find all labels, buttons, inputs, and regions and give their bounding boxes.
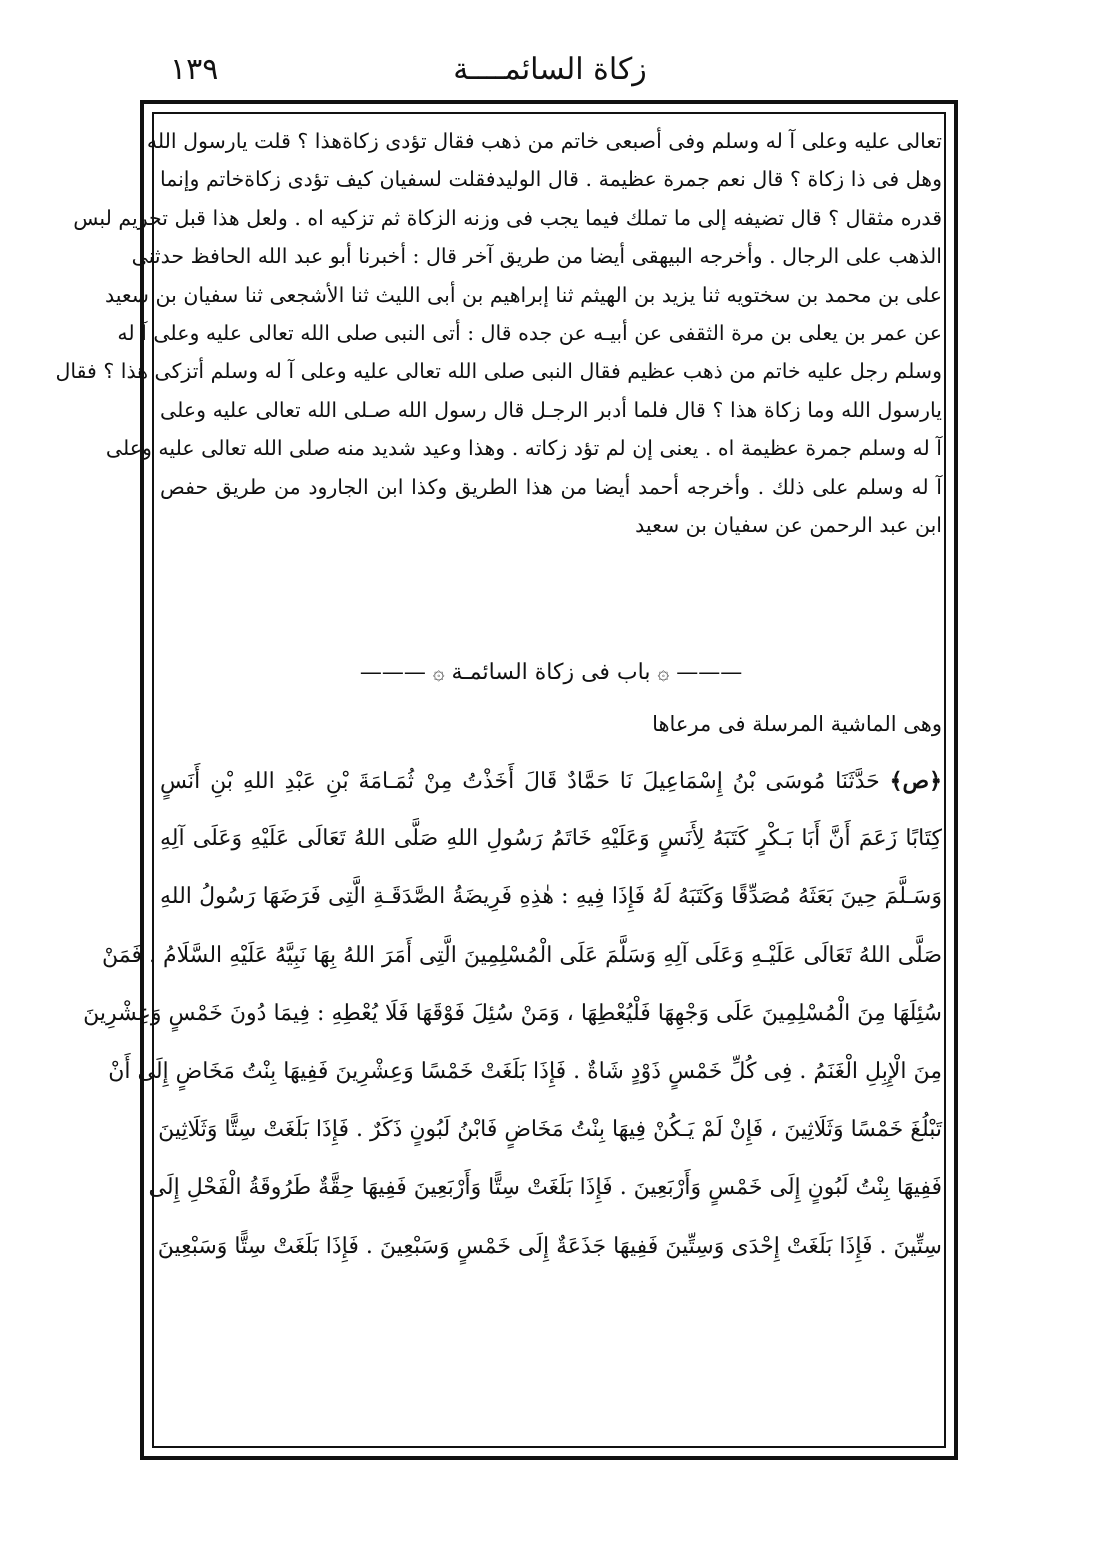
heading-dash: ———: [359, 660, 426, 685]
commentary-line: عن عمر بن يعلى بن مرة الثقفى عن أبيـه عن جده قال : أتى النبى صلى الله تعالى عليه وعلى آ له: [117, 320, 942, 345]
commentary-line: قدره مثقال ؟ قال تضيفه إلى ما تملك فيما يجب فى وزنه الزكاة ثم تزكيه اه . ولعل هذا قبل تحريم لبس: [73, 205, 942, 230]
hadith-line: فَفِيهَا بِنْتُ لَبُونٍ إِلَى خَمْسٍ وَأَرْبَعِينَ . فَإِذَا بَلَغَتْ سِتًّا وَأَرْبَعِينَ فَفِيهَا حِقَّةٌ طَرُوقَةُ الْفَحْلِ إِلَى: [148, 1175, 942, 1201]
commentary-line: آ له وسلم جمرة عظيمة اه . يعنى إن لم تؤد زكاته . وهذا وعيد شديد منه صلى الله تعالى عليه وعلى: [105, 436, 942, 461]
commentary-line: ابن عبد الرحمن عن سفيان بن سعيد: [635, 512, 942, 537]
hadith-line: صَلَّى اللهُ تَعَالَى عَلَيْـهِ وَعَلَى آلِهِ وَسَلَّمَ عَلَى الْمُسْلِمِينَ الَّتِى أَمَرَ اللهُ بِهَا نَبِيَّهُ عَلَيْهِ السَّلَامُ . فَمَنْ: [102, 942, 942, 968]
hadith-line: مِنَ الْإِبِلِ الْغَنَمُ . فِى كُلِّ خَمْسٍ ذَوْدٍ شَاةٌ . فَإِذَا بَلَغَتْ خَمْسًا وَعِشْرِينَ فَفِيهَا بِنْتُ مَخَاضٍ إِلَى أَنْ: [108, 1058, 942, 1084]
chapter-title: باب فى زكاة السائمـة: [451, 660, 651, 685]
hadith-line: سِتِّينَ . فَإِذَا بَلَغَتْ إِحْدَى وَسِتِّينَ فَفِيهَا جَذَعَةٌ إِلَى خَمْسٍ وَسَبْعِينَ . فَإِذَا بَلَغَتْ سِتًّا وَسَبْعِينَ: [157, 1233, 942, 1259]
heading-dash: ———: [676, 660, 743, 685]
commentary-line: تعالى عليه وعلى آ له وسلم وفى أصبعى خاتم من ذهب فقال تؤدى زكاةهذا ؟ قلت يارسول الله: [146, 129, 942, 153]
commentary-line: آ له وسلم على ذلك . وأخرجه أحمد أيضا من هذا الطريق وكذا ابن الجارود من طريق حفص: [160, 474, 942, 499]
hadith-line: كِتَابًا زَعَمَ أَنَّ أَبَا بَـكْرٍ كَتَبَهُ لِأَنَسٍ وَعَلَيْهِ خَاتَمُ رَسُولِ اللهِ صَلَّى اللهُ تَعَالَى عَلَيْهِ وَعَلَى آلِهِ: [160, 826, 942, 852]
hadith-line-text: حَدَّثَنَا مُوسَى بْنُ إِسْمَاعِيلَ نَا حَمَّادٌ قَالَ أَخَذْتُ مِنْ ثُمَـامَةَ بْنِ عَبْدِ اللهِ بْنِ أَنَسٍ: [160, 769, 880, 794]
hadith-line: [160, 752, 942, 810]
hadith-line: تَبْلُغَ خَمْسًا وَثَلَاثِينَ ، فَإِنْ لَمْ يَـكُنْ فِيهَا بِنْتُ مَخَاضٍ فَابْنُ لَبُونٍ ذَكَرٌ . فَإِذَا بَلَغَتْ سِتًّا وَثَلَاثِينَ: [158, 1117, 942, 1143]
commentary-line: الذهب على الرجال . وأخرجه البيهقى أيضا من طريق آخر قال : أخبرنا أبو عبد الله الحافظ حدثنى: [131, 244, 942, 269]
commentary-line: على بن محمد بن سختويه ثنا يزيد بن الهيثم ثنا إبراهيم بن أبى الليث ثنا الأشجعى ثنا سفيان بن سعيد: [104, 282, 942, 307]
chapter-subtitle: وهى الماشية المرسلة فى مرعاها: [652, 712, 942, 736]
hadith-line: سُئِلَهَا مِنَ الْمُسْلِمِينَ عَلَى وَجْهِهَا فَلْيُعْطِهَا ، وَمَنْ سُئِلَ فَوْقَهَا فَلَا يُعْطِهِ : فِيمَا دُونَ خَمْسٍ وَعِشْرِينَ: [83, 1000, 942, 1026]
running-title: زكاة السائمــــة: [453, 52, 647, 87]
hadith-line: وَسَـلَّمَ حِينَ بَعَثَهُ مُصَدِّقًا وَكَتَبَهُ لَهُ فَإِذَا فِيهِ : هٰذِهِ فَرِيضَةُ الصَّدَقَـةِ الَّتِى فَرَضَهَا رَسُولُ اللهِ: [160, 884, 942, 910]
page-header: [150, 52, 950, 92]
chapter-heading: [160, 660, 942, 700]
page-number: ١٣٩: [170, 52, 219, 87]
hadith-marker: ﴿ص﴾: [889, 768, 942, 794]
commentary-block: [55, 122, 942, 544]
hadith-text: [83, 752, 942, 1276]
ornament-left-icon: ۞: [432, 660, 445, 684]
commentary-line: وسلم رجل عليه خاتم من ذهب عظيم فقال النبى صلى الله تعالى عليه وعلى آ له وسلم أتزكى هذا ؟ فقال: [55, 359, 942, 384]
ornament-right-icon: ۞: [657, 660, 670, 684]
commentary-line: وهل فى ذا زكاة ؟ قال نعم جمرة عظيمة . قال الوليدفقلت لسفيان كيف تؤدى زكاةخاتم وإنما: [160, 167, 942, 192]
commentary-line: يارسول الله وما زكاة هذا ؟ قال فلما أدبر الرجـل قال رسول الله صـلى الله تعالى عليه وعلى: [160, 397, 942, 422]
